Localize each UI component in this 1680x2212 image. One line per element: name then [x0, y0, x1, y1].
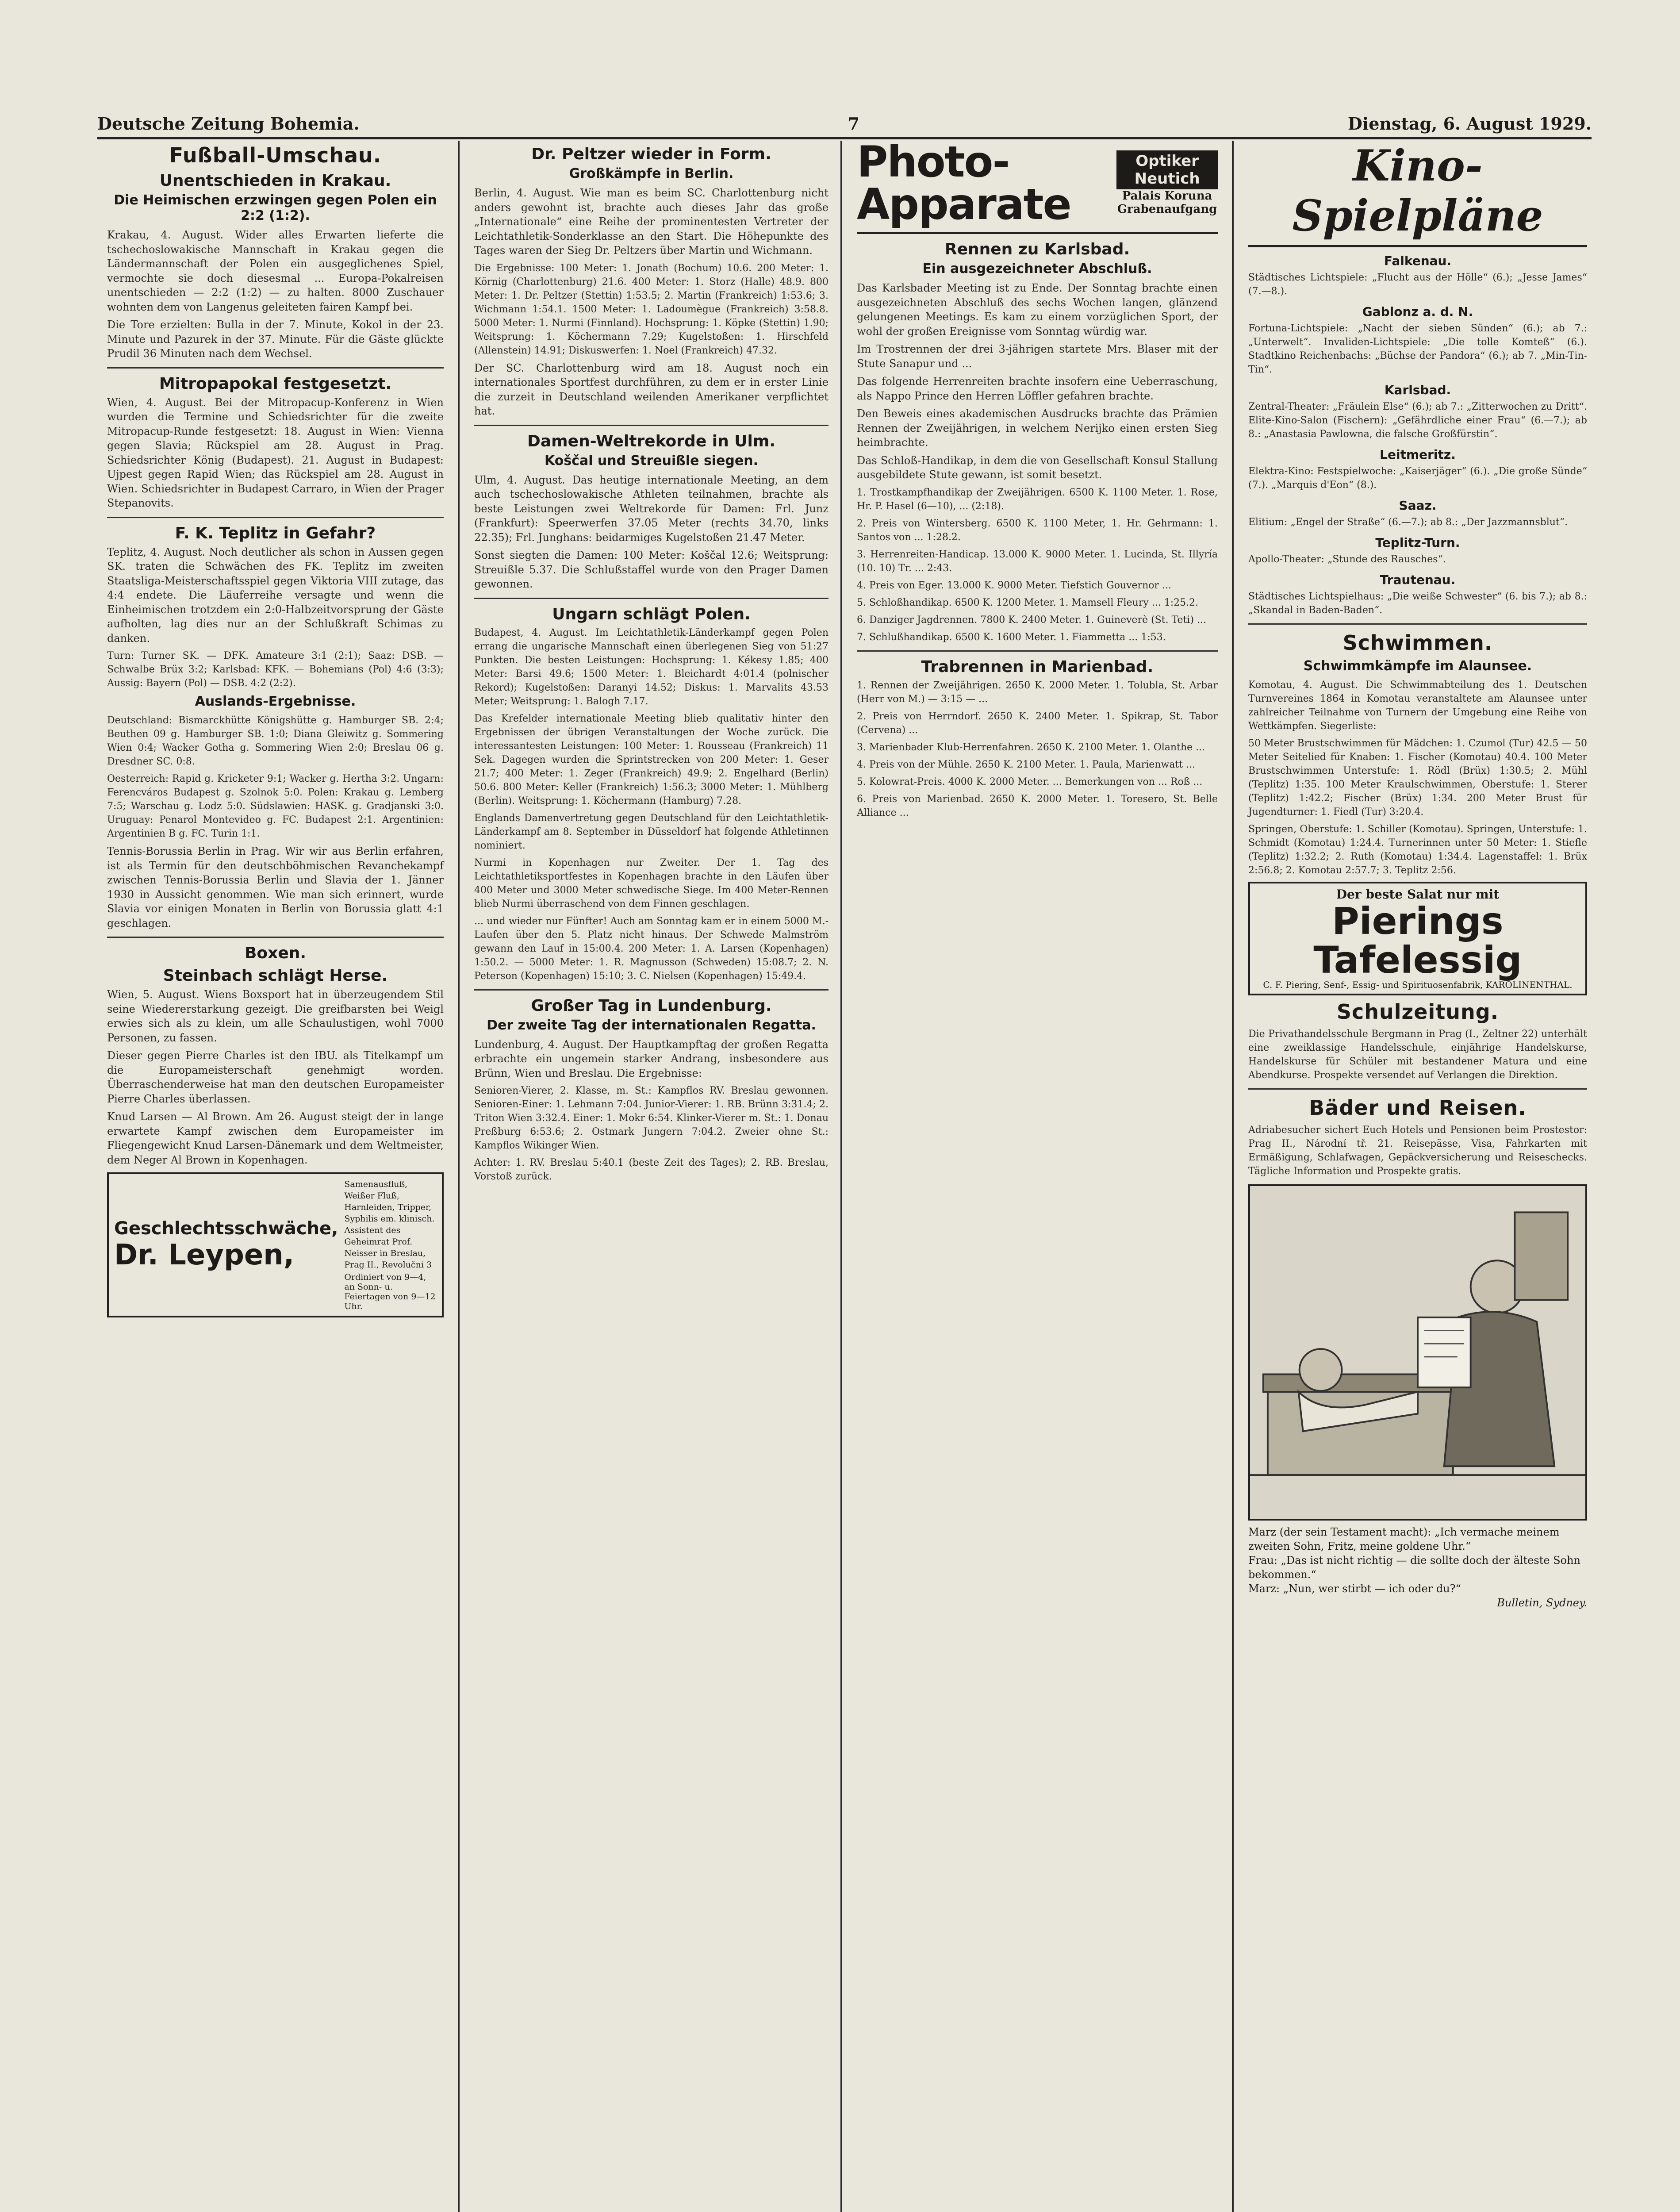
- article-paragraph: Teplitz, 4. August. Noch deutlicher als schon in Aussen gegen SK. traten die Schwächen des FK. Teplitz im zweiten Staatsliga-Meisterschaftsspiel gegen Viktoria VIII zutage, das 4:4 endete. Die Läuferreihe versagte und wenn die Einheimischen trotzdem ein 2:0-Halbzeitvorsprung der Gäste aufholten, lag dies nur an der Schlußkraft Schimas zu danken.: [107, 545, 444, 645]
- cartoon-caption: [1248, 1525, 1587, 1610]
- article-title: Steinbach schlägt Herse.: [163, 967, 388, 985]
- article-subtitle: Der zweite Tag der internationalen Regatta.: [487, 1017, 816, 1033]
- article-subtitle: Großkämpfe in Berlin.: [569, 166, 734, 181]
- article-title: Trabrennen in Marienbad.: [921, 657, 1154, 676]
- article-subtitle: Die Heimischen erzwingen gegen Polen ein 2:2 (1:2).: [114, 192, 437, 223]
- cinema-listing: Städtisches Lichtspiele: „Flucht aus der Hölle“ (6.); „Jesse James“ (7.—8.).: [1248, 272, 1587, 297]
- race-result: 3. Marienbader Klub-Herrenfahren. 2650 K. 2100 Meter. 1. Olanthe ...: [857, 741, 1205, 753]
- race-result: 6. Preis von Marienbad. 2650 K. 2000 Meter. 1. Toresero, St. Belle Alliance ...: [857, 793, 1218, 818]
- section-title: Boxen.: [244, 944, 307, 962]
- kino-title: Kino-Spielpläne: [1248, 141, 1587, 247]
- city-heading: Falkenau.: [1384, 253, 1452, 268]
- ad-leypen: [107, 1172, 444, 1317]
- results-paragraph: Oesterreich: Rapid g. Kricketer 9:1; Wacker g. Hertha 3:2. Ungarn: Ferencváros Budapest g. Szolnok 5:0. Polen: Krakau g. Lemberg 7:5; Warschau g. Lodz 5:0. Südslawien: HASK. g. Gradjanski 3:0. Uruguay: Penarol Montevideo g. FC. Budapest 2:1. Argentinien: Argentinien B g. FC. Turin 1:1.: [107, 773, 444, 839]
- article-title: Unentschieden in Krakau.: [159, 172, 391, 190]
- article-title: Dr. Peltzer wieder in Form.: [531, 145, 771, 163]
- ad-pierings-meta: C. F. Piering, Senf-, Essig- und Spirituosenfabrik, KAROLINENTHAL.: [1263, 979, 1573, 991]
- race-result: 2. Preis von Herrndorf. 2650 K. 2400 Meter. 1. Spikrap, St. Tabor (Cervena) ...: [857, 710, 1218, 736]
- article-title: Mitropapokal festgesetzt.: [159, 374, 392, 393]
- ad-photo-address2: Grabenaufgang: [1117, 203, 1217, 216]
- ad-pierings-title: Pierings Tafelessig: [1313, 899, 1522, 982]
- results-paragraph: 50 Meter Brustschwimmen für Mädchen: 1. Czumol (Tur) 42.5 — 50 Meter Seitelied für Knaben: 1. Fischer (Komotau) 40.4. 100 Meter Brustschwimmen Unterstufe: 1. Rödl (Brüx) 1:30.5; 2. Mühl (Teplitz) 1:35. 100 Meter Kraulschwimmen, Oberstufe: 1. Sterer (Teplitz) 1:42.2; Fischer (Brüx) 1:34. 200 Meter Brust für Jugendturner: 1. Fiedl (Tur) 3:20.4.: [1248, 738, 1587, 818]
- caption-line-2: Frau: „Das ist nicht richtig — die sollte doch der älteste Sohn bekommen.“: [1248, 1554, 1580, 1581]
- results-paragraph: Deutschland: Bismarckhütte Königshütte g. Hamburger SB. 2:4; Beuthen 09 g. Hamburger SB. 1:0; Diana Gleiwitz g. Sommering Wien 0:4; Wacker Gotha g. Sommering Wien 2:0; Breslau 06 g. Dresdner SC. 0:8.: [107, 715, 444, 767]
- divider: [474, 598, 828, 599]
- cinema-listing: Apollo-Theater: „Stunde des Rausches“.: [1248, 554, 1446, 565]
- race-result: 5. Kolowrat-Preis. 4000 K. 2000 Meter. ... Bemerkungen von ... Roß ...: [857, 776, 1203, 787]
- article-paragraph: Dieser gegen Pierre Charles ist den IBU. als Titelkampf um die Europameisterschaft genehmigt worden. Überraschenderweise hat man den deutschen Europameister Pierre Charles überlassen.: [107, 1049, 444, 1105]
- article-paragraph: Das folgende Herrenreiten brachte insofern eine Ueberraschung, als Nappo Prince den Herren Löffler gefahren brachte.: [857, 375, 1218, 402]
- ad-photo-title: Photo-Apparate: [857, 141, 1071, 229]
- page-number: 7: [848, 114, 859, 134]
- masthead-left: Deutsche Zeitung Bohemia.: [97, 114, 360, 134]
- article-paragraph: Komotau, 4. August. Die Schwimmabteilung des 1. Deutschen Turnvereines 1864 in Komotau veranstaltete am Alaunsee unter zahlreicher Teilnahme von Turnern der Umgebung eine Reihe von Wettkämpfen. Siegerliste:: [1248, 680, 1587, 732]
- article-paragraph: Tennis-Borussia Berlin in Prag. Wir wir aus Berlin erfahren, ist als Termin für den deutschböhmischen Revanchekampf zwischen Tennis-Borussia Berlin und Slavia der 1. Jänner 1930 in Aussicht genommen. Wie man sich erinnert, wurde Slavia vor einigen Monaten in Berlin von Borussia glatt 4:1 geschlagen.: [107, 845, 444, 929]
- column-rule: [840, 141, 842, 2212]
- article-paragraph: Im Trostrennen der drei 3-jährigen startete Mrs. Blaser mit der Stute Sanapur und ...: [857, 343, 1218, 370]
- issue-date: Dienstag, 6. August 1929.: [1347, 114, 1592, 134]
- race-result: 7. Schlußhandikap. 6500 K. 1600 Meter. 1. Fiammetta ... 1:53.: [857, 631, 1166, 643]
- article-paragraph: Wien, 4. August. Bei der Mitropacup-Konferenz in Wien wurden die Termine und Schiedsrichter für die zweite Mitropacup-Runde festgesetzt: 18. August in Wien: Vienna gegen Slavia; Rückspiel am 28. August in Prag. Schiedsrichter König (Budapest). 21. August in Budapest: Ujpest gegen Rapid Wien; das Rückspiel am 28. August in Wien. Schiedsrichter in Budapest Carraro, in Wien der Prager Stepanovits.: [107, 396, 444, 509]
- divider: [107, 367, 444, 369]
- article-subtitle: Ein ausgezeichneter Abschluß.: [922, 261, 1152, 276]
- article-paragraph: Krakau, 4. August. Wider alles Erwarten lieferte die tschechoslowakische Mannschaft in Krakau gegen die Ländermannschaft der Polen ein ausgeglichenes Spiel, vermochte sie doch diesesmal ... Europa-Pokalreisen unentschieden — 2:2 (1:2) — zu halten. 8000 Zuschauer wohnten dem von Langenus geleiteten fairen Kampf bei.: [107, 229, 444, 313]
- section-title: Bäder und Reisen.: [1309, 1096, 1527, 1120]
- divider: [107, 517, 444, 518]
- article-title: Ungarn schlägt Polen.: [552, 605, 751, 623]
- ad-photo-address: Palais Koruna: [1122, 189, 1212, 203]
- ad-photo-apparate: [857, 141, 1218, 234]
- city-heading: Leitmeritz.: [1380, 447, 1456, 462]
- ad-pierings-tagline: Der beste Salat nur mit: [1336, 887, 1500, 902]
- race-result: 5. Schloßhandikap. 6500 K. 1200 Meter. 1. Mamsell Fleury ... 1:25.2.: [857, 597, 1199, 608]
- article-paragraph: Das Karlsbader Meeting ist zu Ende. Der Sonntag brachte einen ausgezeichneten Abschluß des sechs Wochen langen, glänzend gelungenen Meetings. Es kam zu einem vorzüglichen Sport, der wohl der großen Ereignisse vom Sonntag würdig war.: [857, 282, 1218, 338]
- results-paragraph: Senioren-Vierer, 2. Klasse, m. St.: Kampflos RV. Breslau gewonnen. Senioren-Einer: 1. Lehmann 7:04. Junior-Vierer: 1. RB. Brünn 3:31.4; 2. Triton Wien 3:32.4. Einer: 1. Mokr 6:54. Klinker-Vierer m. St.: 1. Donau Preßburg 6:53.6; 2. Ostmark Jungern 7:04.2. Zweier ohne St.: Kampflos Wikinger Wien.: [474, 1085, 828, 1151]
- race-result: 3. Herrenreiten-Handicap. 13.000 K. 9000 Meter. 1. Lucinda, St. Illyría (10. 10) Tr. ... 2:43.: [857, 549, 1218, 574]
- article-title: Damen-Weltrekorde in Ulm.: [527, 432, 776, 450]
- article-paragraph: Knud Larsen — Al Brown. Am 26. August steigt der in lange erwartete Kampf zwischen dem Europameister im Fliegengewicht Knud Larsen-Dänemark und dem Weltmeister, dem Neger Al Brown in Kopenhagen.: [107, 1110, 444, 1166]
- race-result: 4. Preis von der Mühle. 2650 K. 2100 Meter. 1. Paula, Marienwatt ...: [857, 759, 1196, 770]
- divider: [107, 937, 444, 938]
- results-paragraph: Turn: Turner SK. — DFK. Amateure 3:1 (2:1); Saaz: DSB. — Schwalbe Brüx 3:2; Karlsbad: KFK. — Bohemians (Pol) 4:6 (3:3); Aussig: Bayern (Pol) — DSB. 4:2 (2:2).: [107, 650, 444, 689]
- race-result: 6. Danziger Jagdrennen. 7800 K. 2400 Meter. 1. Guineverè (St. Teti) ...: [857, 614, 1207, 626]
- caption-line-3: Marz: „Nun, wer stirbt — ich oder du?“: [1248, 1582, 1461, 1595]
- column-rule: [1232, 141, 1234, 2212]
- article-paragraph: Ulm, 4. August. Das heutige internationale Meeting, an dem auch tschechoslowakische Athleten teilnahmen, brachte als beste Leistungen zwei Weltrekorde für Damen: Frl. Junz (Frankfurt): Speerwerfen 37.05 Meter (rechts 34.70, links 22.35); Frl. Junghans: beidarmiges Kugelstoßen 21.47 Meter.: [474, 473, 828, 544]
- divider: [474, 989, 828, 991]
- article-subtitle: Schwimmkämpfe im Alaunsee.: [1303, 658, 1532, 674]
- article-paragraph: Wien, 5. August. Wiens Boxsport hat in überzeugendem Stil seine Wiedererstarkung gezeigt. Die greifbarsten bei Weigl erwies sich als zu klein, um alle Schaulustigen, wohl 7000 Personen, zu fassen.: [107, 988, 444, 1044]
- cinema-listing: Städtisches Lichtspielhaus: „Die weiße Schwester“ (6. bis 7.); ab 8.: „Skandal in Baden-Baden“.: [1248, 591, 1587, 616]
- cartoon-drawing: [1250, 1186, 1585, 1519]
- article-title: Rennen zu Karlsbad.: [944, 240, 1130, 258]
- article-paragraph: Das Schloß-Handikap, in dem die von Gesellschaft Konsul Stallung ausgebildete Stute gewann, ist somit besetzt.: [857, 454, 1218, 481]
- divider: [1248, 623, 1587, 625]
- ad-pierings: [1248, 882, 1587, 995]
- article-paragraph: Die Privathandelsschule Bergmann in Prag (I., Zeltner 22) unterhält eine zweiklassige Handelsschule, einjährige Handelskurse, Handelskurse für Schüler mit bestandener Matura und eine Abendkurse. Prospekte versendet auf Verlangen die Direktion.: [1248, 1029, 1587, 1081]
- column-1: [97, 141, 453, 2212]
- article-paragraph: Berlin, 4. August. Wie man es beim SC. Charlottenburg nicht anders gewohnt ist, brachte auch dieses Jahr das große „Internationale“ eine Reihe der prominentesten Vertreter der Leichtathletik-Sonderklasse an den Start. Die Höhepunkte des Tages waren der Sieg Dr. Peltzers über Martin und Wichmann.: [474, 187, 828, 257]
- ad-photo-shopname: Optiker Neutich: [1116, 150, 1218, 189]
- article-subtitle: Koščal und Streuißle siegen.: [544, 453, 759, 469]
- article-paragraph: Englands Damenvertretung gegen Deutschland für den Leichtathletik-Länderkampf am 8. September in Düsseldorf hat folgende Athletinnen nominiert.: [474, 812, 828, 851]
- city-heading: Karlsbad.: [1384, 383, 1451, 397]
- race-result: 4. Preis von Eger. 13.000 K. 9000 Meter. Tiefstich Gouvernor ...: [857, 580, 1171, 591]
- article-title: F. K. Teplitz in Gefahr?: [175, 524, 376, 542]
- ad-leypen-name: Dr. Leypen,: [114, 1239, 295, 1271]
- cinema-listing: Elitium: „Engel der Straße“ (6.—7.); ab 8.: „Der Jazzmannsblut“.: [1248, 517, 1568, 528]
- article-paragraph: Adriabesucher sichert Euch Hotels und Pensionen beim Prostestor: Prag II., Národní tř. 21. Reisepässe, Visa, Fahrkarten mit Ermäßigung, Schlafwagen, Gepäckversicherung und Reiseschecks. Tägliche Information und Prospekte gratis.: [1248, 1125, 1587, 1177]
- caption-source: Bulletin, Sydney.: [1497, 1597, 1587, 1609]
- article-paragraph: Sonst siegten die Damen: 100 Meter: Koščal 12.6; Weitsprung: Streuißle 5.37. Die Schlußstaffel wurde von den Prager Damen gewonnen.: [474, 549, 828, 590]
- article-paragraph: Budapest, 4. August. Im Leichtathletik-Länderkampf gegen Polen errang die ungarische Mannschaft einen überlegenen Sieg von 51:27 Punkten. Die besten Leistungen: Hochsprung: 1. Kékesy 1.85; 400 Meter: Barsi 49.6; 1500 Meter: 1. Bleichardt 4:01.4 (polnischer Rekord); Kugelstoßen: Daranyi 14.52; Diskus: 1. Marvalits 43.53 Meter; Weitsprung: 1. Balogh 7.17.: [474, 627, 828, 707]
- results-paragraph: Springen, Oberstufe: 1. Schiller (Komotau). Springen, Unterstufe: 1. Schmidt (Komotau) 1:24.4. Turnerinnen unter 50 Meter: 1. Stiefle (Teplitz) 1:32.2; 2. Ruth (Komotau) 1:34.4. Lagenstaffel: 1. Brüx 2:56.8; 2. Komotau 2:57.7; 3. Teplitz 2:56.: [1248, 824, 1587, 876]
- divider: [474, 425, 828, 426]
- ad-photo-shop: [1116, 150, 1218, 216]
- article-paragraph: Lundenburg, 4. August. Der Hauptkampftag der großen Regatta erbrachte ein ungemein starker Andrang, insbesondere aus Brünn, Wien und Breslau. Die Ergebnisse:: [474, 1038, 828, 1079]
- caption-line-1: Marz (der sein Testament macht): „Ich vermache meinem zweiten Sohn, Fritz, meine goldene Uhr.“: [1248, 1526, 1560, 1553]
- column-3: [847, 141, 1227, 2212]
- results-paragraph: Achter: 1. RV. Breslau 5:40.1 (beste Zeit des Tages); 2. RB. Breslau, Vorstoß zurück.: [474, 1157, 828, 1182]
- article-paragraph: Den Beweis eines akademischen Ausdrucks brachte das Prämien Rennen der Zweijährigen, in welchem Nerijko einen ersten Sieg heimbrachte.: [857, 407, 1218, 449]
- divider: [1248, 1088, 1587, 1090]
- city-heading: Trautenau.: [1380, 572, 1456, 587]
- article-paragraph: Das Krefelder internationale Meeting blieb qualitativ hinter den Ergebnissen der übrigen Veranstaltungen der Woche zurück. Die interessantesten Leistungen: 100 Meter: 1. Rousseau (Frankreich) 11 Sek. Dagegen wurden die Sprintstrecken von 200 Meter: 1. Geser 21.7; 400 Meter: 1. Zeger (Frankreich) 49.9; 2. Engelhard (Berlin) 50.6. 800 Meter: Keller (Frankreich) 1:56.3; 3000 Meter: 1. Mühlberg (Berlin). Weitsprung: 1. Köchermann (Hamburg) 7.28.: [474, 713, 828, 806]
- section-title: Schwimmen.: [1342, 631, 1493, 655]
- article-paragraph: Der SC. Charlottenburg wird am 18. August noch ein internationales Sportfest durchführen, zu dem er in erster Linie die zurzeit in Deutschland weilenden Amerikaner verpflichtet hat.: [474, 361, 828, 417]
- city-heading: Saaz.: [1399, 498, 1437, 513]
- article-paragraph: Die Tore erzielten: Bulla in der 7. Minute, Kokol in der 23. Minute und Pazurek in der 37. Minute. Für die Gäste glückte Prudil 36 Minuten nach dem Wechsel.: [107, 319, 444, 360]
- cinema-listing: Fortuna-Lichtspiele: „Nacht der sieben Sünden“ (6.); ab 7.: „Unterwelt“. Invaliden-Lichtspiele: „Die tolle Komteß“ (6.). Stadtkino Reichenbachs: „Büchse der Pandora“ (6.); ab 7. „Min-Tin-Tin“.: [1248, 323, 1587, 375]
- running-head: [97, 103, 1592, 139]
- column-4: [1239, 141, 1597, 2212]
- results-paragraph: Die Ergebnisse: 100 Meter: 1. Jonath (Bochum) 10.6. 200 Meter: 1. Körnig (Charlottenburg) 21.6. 400 Meter: 1. Storz (Halle) 48.9. 800 Meter: 1. Dr. Peltzer (Stettin) 1:53.5; 2. Martin (Frankreich) 1:53.6; 3. Wichmann 1:54.1. 1500 Meter: 1. Ladoumègue (Frankreich) 3:58.8. 5000 Meter: 1. Nurmi (Finnland). Hochsprung: 1. Köpke (Stettin) 1.90; Weitsprung: 1. Köchermann 7.29; Kugelstoßen: 1. Hirschfeld (Allenstein) 14.91; Diskuswerfen: 1. Noel (Frankreich) 47.32.: [474, 262, 828, 356]
- divider: [857, 650, 1218, 652]
- ad-leypen-hours: Ordiniert von 9—4, an Sonn- u. Feiertagen von 9—12 Uhr.: [344, 1272, 436, 1311]
- article-title: Großer Tag in Lundenburg.: [531, 996, 772, 1015]
- city-heading: Teplitz-Turn.: [1375, 535, 1460, 550]
- race-result: 2. Preis von Wintersberg. 6500 K. 1100 Meter, 1. Hr. Gehrmann: 1. Santos von ... 1:28.2.: [857, 518, 1218, 543]
- cinema-listing: Elektra-Kino: Festspielwoche: „Kaiserjäger“ (6.). „Die große Sünde“ (7.). „Marquis d'Eon“ (8.).: [1248, 466, 1587, 491]
- race-result: 1. Trostkampfhandikap der Zweijährigen. 6500 K. 1100 Meter. 1. Rose, Hr. P. Hasel (6—10), ... (2:18).: [857, 487, 1218, 512]
- race-result: 1. Rennen der Zweijährigen. 2650 K. 2000 Meter. 1. Tolubla, St. Arbar (Herr von M.) — 3:15 — ...: [857, 680, 1218, 705]
- results-title: Auslands-Ergebnisse.: [195, 694, 356, 709]
- section-title: Schulzeitung.: [1336, 1000, 1499, 1024]
- column-rule: [458, 141, 460, 2212]
- section-title: Fußball-Umschau.: [169, 143, 382, 167]
- article-paragraph: ... und wieder nur Fünfter! Auch am Sonntag kam er in einem 5000 M.-Laufen über den 5. Platz nicht hinaus. Der Schwede Malmström gewann den Lauf in 15:00.4. 200 Meter: 1. A. Larsen (Kopenhagen) 1:50.2. — 5000 Meter: 1. R. Magnusson (Schweden) 15:08.7; 2. N. Peterson (Kopenhagen) 15:10; 3. C. Nielsen (Kopenhagen) 15:49.4.: [474, 915, 828, 982]
- article-paragraph: Nurmi in Kopenhagen nur Zweiter. Der 1. Tag des Leichtathletiksportfestes in Kopenhagen brachte in den Läufen über 400 Meter und 3000 Meter schwedische Siege. Im 400 Meter-Rennen blieb Nurmi überraschend von dem Finnen geschlagen.: [474, 857, 828, 910]
- ad-leypen-line1: Geschlechtsschwäche,: [114, 1218, 338, 1239]
- cinema-listing: Zentral-Theater: „Fräulein Else“ (6.); ab 7.: „Zitterwochen zu Dritt“. Elite-Kino-Salon (Fischern): „Gefährdliche einer Frau“ (6.—7.); ab 8.: „Anastasia Pawlowna, die falsche Großfürstin“.: [1248, 401, 1587, 440]
- column-2: [464, 141, 838, 2212]
- cartoon-illustration: [1248, 1184, 1587, 1521]
- ad-leypen-text: Samenausfluß, Weißer Fluß, Harnleiden, Tripper, Syphilis em. klinisch. Assistent des Geheimrat Prof. Neisser in Breslau, Prag II., Revolučni 3: [344, 1179, 435, 1270]
- city-heading: Gablonz a. d. N.: [1362, 304, 1473, 319]
